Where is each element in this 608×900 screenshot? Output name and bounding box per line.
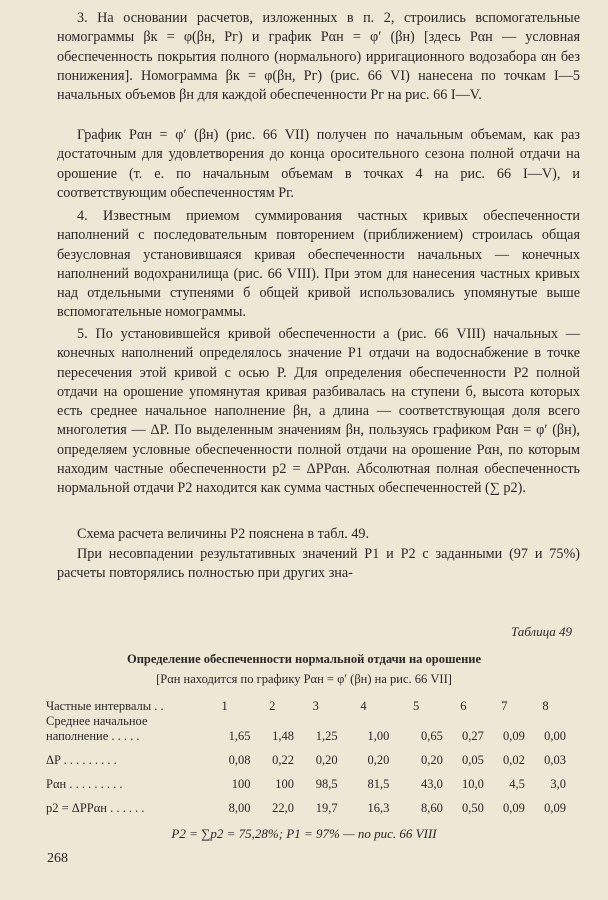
table-cell: 0,02 <box>503 753 525 767</box>
table-cell: 8,60 <box>420 801 443 815</box>
table-row <box>46 792 566 816</box>
paragraph-4 <box>57 207 580 323</box>
table-cell: 0,00 <box>544 729 566 743</box>
table-cell: 0,05 <box>461 753 484 767</box>
table-cell: 1,00 <box>367 729 390 743</box>
paragraph-mismatch <box>57 545 580 584</box>
paragraph-mismatch-text: При несовпадении результативных значений P1 и P2 с заданными (97 и 75%) расчеты повторялись полностью при других зна- <box>57 546 580 582</box>
table-cell: 3,0 <box>550 777 566 791</box>
column-header: 7 <box>501 699 508 713</box>
column-header: 3 <box>312 699 319 713</box>
paragraph-3-text: 3. На основании расчетов, изложенных в п. 2, строились вспомогательные номограммы βк = φ(βн, Pг) и график Pαн = φ′ (βн) [здесь Pαн — условная обеспеченность покрытия полного (нормального) ирригационного водозабора αн без понижения]. Номограмма βк = φ(βн, Pг) (рис. 66 VI) нанесена по точкам I—5 начальных объемов βн для каждой обеспеченности Pг на рис. 66 I—V. <box>57 10 580 104</box>
column-header: 8 <box>542 699 549 713</box>
table-cell: 1,65 <box>228 729 251 743</box>
table-cell: 0,09 <box>544 801 566 815</box>
table-subtitle: [Pαн находится по графику Pαн = φ′ (βн) на рис. 66 VII] <box>156 672 452 686</box>
table-cell: 98,5 <box>315 777 338 791</box>
paragraph-5 <box>57 325 580 499</box>
table-cell: 4,5 <box>509 777 525 791</box>
table-header-row <box>46 690 566 714</box>
table-cell: 1,48 <box>272 729 295 743</box>
table-cell: 0,22 <box>272 753 295 767</box>
row-label: Среднее начальное наполнение . . . . . <box>46 714 148 743</box>
row-label: ΔP . . . . . . . . . <box>46 753 117 767</box>
table-cell: 0,20 <box>315 753 338 767</box>
table-cell: 81,5 <box>367 777 390 791</box>
paragraph-schema <box>57 525 580 544</box>
column-header: 5 <box>412 699 420 713</box>
table-cell: 0,09 <box>503 801 525 815</box>
table-cell: 0,27 <box>461 729 484 743</box>
table-cell: 19,7 <box>315 801 338 815</box>
table-cell: 22,0 <box>272 801 295 815</box>
table-footer-formula: P2 = ∑p2 = 75,28%; P1 = 97% — по рис. 66 VIII <box>171 826 437 841</box>
table-cell: 16,3 <box>367 801 390 815</box>
column-header: 2 <box>269 699 276 713</box>
column-header: 4 <box>360 699 367 713</box>
table-cell: 0,50 <box>461 801 484 815</box>
paragraph-3 <box>57 9 580 105</box>
table-cell: 100 <box>231 777 251 791</box>
table-number: Таблица 49 <box>510 624 572 639</box>
table-row <box>46 744 566 768</box>
table-cell: 8,00 <box>228 801 251 815</box>
table-title: Определение обеспеченности нормальной отдачи на орошение <box>126 652 482 666</box>
paragraph-graph-text: График Pαн = φ′ (βн) (рис. 66 VII) получен по начальным объемам, как раз достаточным для удовлетворения до конца оросительного сезона полной отдачи на орошение (т. е. по начальным объемам в точках 4 на рис. 66 I—V), и соответствующим обеспеченностям Pг. <box>57 127 580 201</box>
paragraph-4-text: 4. Известным приемом суммирования частных кривых обеспеченности наполнений с последовательным повторением (приближением) строилась общая безусловная установившаяся кривая обеспеченности начальных — конечных наполнений водохранилища (рис. 66 VIII). При этом для нанесения частных кривых над отдельными ступенями б общей кривой использовались упомянутые выше вспомогательные номограммы. <box>57 208 580 321</box>
table-cell: 1,25 <box>315 729 338 743</box>
table-cell: 0,09 <box>503 729 525 743</box>
table-cell: 0,20 <box>420 753 443 767</box>
table-cell: 100 <box>275 777 295 791</box>
table-cell: 0,20 <box>367 753 390 767</box>
table-cell: 10,0 <box>461 777 484 791</box>
table-cell: 0,08 <box>228 753 251 767</box>
table-cell: 43,0 <box>420 777 443 791</box>
paragraph-schema-text: Схема расчета величины P2 пояснена в табл. 49. <box>77 526 370 542</box>
table-cell: 0,03 <box>544 753 566 767</box>
paragraph-graph <box>57 126 580 203</box>
row-label: p2 = ΔPPαн . . . . . . <box>46 801 145 815</box>
paragraph-5-text: 5. По установившейся кривой обеспеченности а (рис. 66 VIII) начальных — конечных наполнений определялось значение P1 отдачи на водоснабжение в точке пересечения этой кривой с осью P. Для определения обеспеченности P2 полной отдачи на орошение упомянутая кривая разбивалась на ступени б, высота которых есть среднее начальное наполнение βн, а длина — соответствующая доля всего многолетия — ΔP. По выделенным значениям βн, пользуясь графиком Pαн = φ′ (βн), определяем условные обеспеченности полной отдачи на орошение Pαн, по которым находим частные обеспеченности p2 = ΔPPαн. Абсолютная полная обеспеченность нормальной отдачи P2 находится как сумма частных обеспеченностей (∑ p2). <box>57 326 580 497</box>
header-label: Частные интервалы . . <box>46 699 164 713</box>
column-header: 6 <box>460 699 467 713</box>
table-cell: 0,65 <box>420 729 443 743</box>
row-label: Pαн . . . . . . . . . <box>46 777 123 791</box>
column-header: 1 <box>221 699 228 713</box>
data-table <box>46 690 566 816</box>
page-number: 268 <box>47 851 68 866</box>
table-row <box>46 768 566 792</box>
table-row <box>46 714 566 744</box>
